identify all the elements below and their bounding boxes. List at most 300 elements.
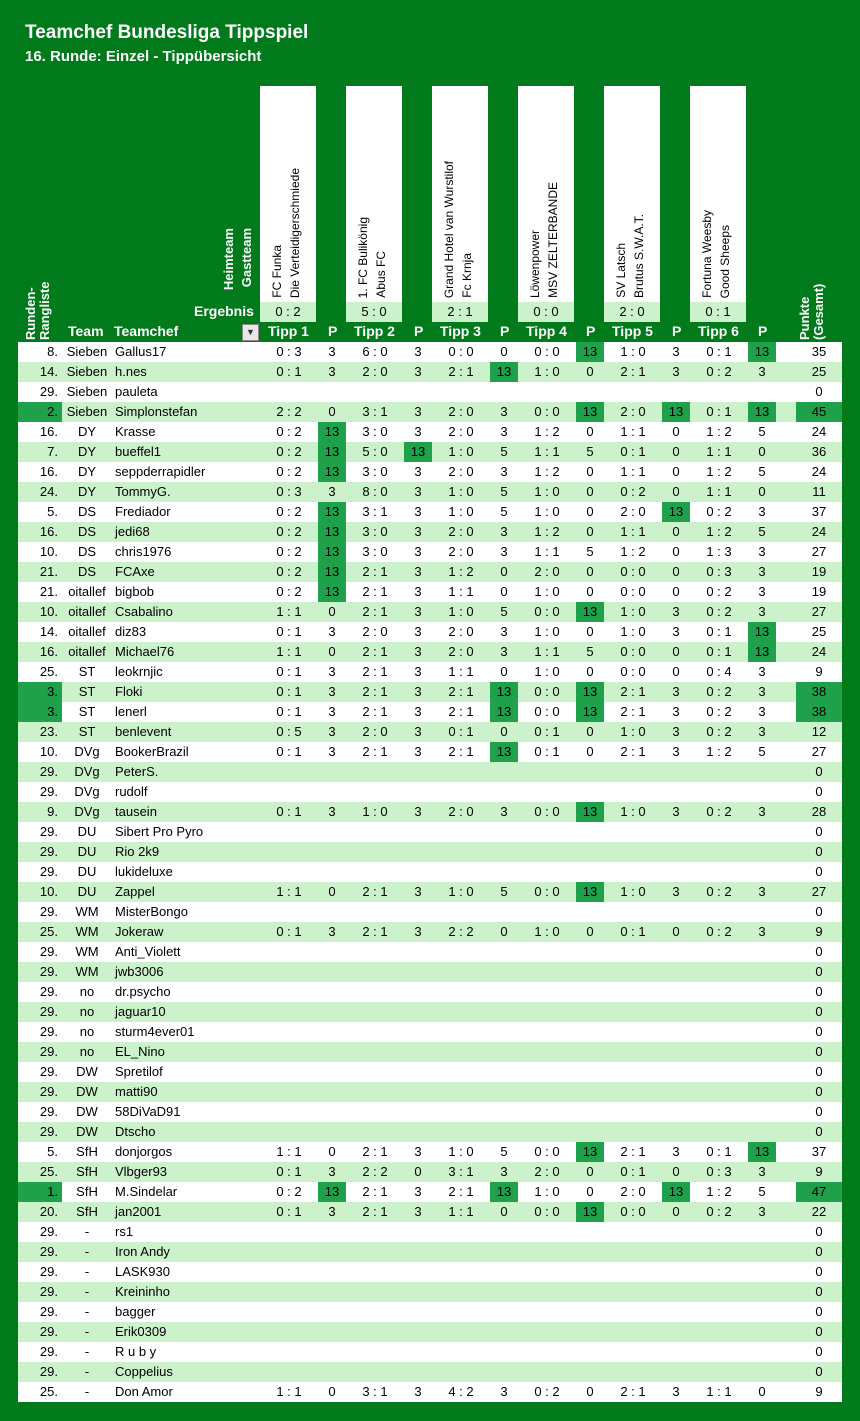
tipp-cell: 0 : 1 <box>260 1162 318 1182</box>
spacer-cell <box>776 1222 796 1242</box>
points-cell <box>748 822 776 842</box>
tipp-cell: 2 : 0 <box>604 502 662 522</box>
tipp-cell <box>604 1002 662 1022</box>
table-row[interactable] <box>0 442 860 462</box>
tipp-cell: 1 : 1 <box>604 522 662 542</box>
table-row[interactable] <box>0 1122 860 1142</box>
teamchef-cell: lukideluxe <box>112 862 260 882</box>
table-row[interactable] <box>0 602 860 622</box>
points-cell <box>318 1082 346 1102</box>
tipp-cell <box>346 1322 404 1342</box>
table-row[interactable] <box>0 562 860 582</box>
points-cell: 3 <box>662 802 690 822</box>
table-row[interactable] <box>0 982 860 1002</box>
points-cell <box>748 1282 776 1302</box>
points-cell <box>662 962 690 982</box>
spacer-cell <box>776 1162 796 1182</box>
spacer-cell <box>776 982 796 1002</box>
tipp-cell: 0 : 5 <box>260 722 318 742</box>
points-cell: 0 <box>576 482 604 502</box>
table-row[interactable] <box>0 702 860 722</box>
spacer-cell <box>776 1142 796 1162</box>
tipp-cell <box>260 902 318 922</box>
total-points-cell: 0 <box>796 1102 842 1122</box>
tipp-cell: 1 : 2 <box>690 1182 748 1202</box>
team-cell: - <box>62 1362 112 1382</box>
table-row[interactable] <box>0 1062 860 1082</box>
team-cell: - <box>62 1262 112 1282</box>
points-cell: 0 <box>662 1202 690 1222</box>
table-row[interactable] <box>0 1302 860 1322</box>
tipp-cell: 3 : 0 <box>346 522 404 542</box>
table-row[interactable] <box>0 342 860 362</box>
points-cell: 3 <box>490 802 518 822</box>
spacer-cell <box>776 662 796 682</box>
spacer-cell <box>776 802 796 822</box>
tipp-cell: 0 : 2 <box>690 682 748 702</box>
points-cell: 0 <box>490 922 518 942</box>
points-cell: 13 <box>318 442 346 462</box>
points-cell <box>662 1082 690 1102</box>
table-row[interactable] <box>0 1342 860 1362</box>
tipp-cell: 0 : 2 <box>690 362 748 382</box>
points-column-header: P <box>414 323 424 339</box>
tipp-cell <box>432 1322 490 1342</box>
tipp-cell: 0 : 1 <box>260 362 318 382</box>
points-cell <box>490 982 518 1002</box>
table-row[interactable] <box>0 622 860 642</box>
total-points-cell: 27 <box>796 742 842 762</box>
spacer-cell <box>776 462 796 482</box>
tipp-cell: 2 : 1 <box>604 1142 662 1162</box>
tipp-cell <box>346 1242 404 1262</box>
table-row[interactable] <box>0 1022 860 1042</box>
spacer-cell <box>776 742 796 762</box>
rank-cell: 29. <box>18 782 62 802</box>
spacer-cell <box>776 962 796 982</box>
tipp-cell <box>690 782 748 802</box>
total-points-cell: 24 <box>796 422 842 442</box>
tipp-cell <box>432 1102 490 1122</box>
tipp-cell <box>432 1342 490 1362</box>
table-row[interactable] <box>0 822 860 842</box>
page-subtitle: 16. Runde: Einzel - Tippübersicht <box>25 48 262 65</box>
tipp-cell <box>518 982 576 1002</box>
tipp-cell: 0 : 1 <box>260 662 318 682</box>
points-cell <box>490 1002 518 1022</box>
tipp-cell: 1 : 1 <box>432 582 490 602</box>
total-points-cell: 0 <box>796 1062 842 1082</box>
table-row[interactable] <box>0 1362 860 1382</box>
table-row[interactable] <box>0 842 860 862</box>
points-cell <box>404 382 432 402</box>
tipp-cell <box>260 1242 318 1262</box>
teamchef-cell: Iron Andy <box>112 1242 260 1262</box>
points-cell <box>490 962 518 982</box>
total-points-cell: 0 <box>796 1242 842 1262</box>
teamchef-cell: Anti_Violett <box>112 942 260 962</box>
total-points-cell: 0 <box>796 1262 842 1282</box>
points-cell: 3 <box>404 682 432 702</box>
table-row[interactable] <box>0 662 860 682</box>
points-cell <box>490 902 518 922</box>
spacer-cell <box>776 502 796 522</box>
table-row[interactable] <box>0 962 860 982</box>
table-row[interactable] <box>0 1382 860 1402</box>
points-cell <box>662 982 690 1002</box>
tipp-cell: 0 : 2 <box>260 422 318 442</box>
tipp-cell: 1 : 1 <box>690 442 748 462</box>
tipp-column-header: Tipp 3 <box>440 323 481 339</box>
team-cell: DY <box>62 482 112 502</box>
points-cell: 3 <box>490 542 518 562</box>
rank-cell: 25. <box>18 1382 62 1402</box>
points-cell <box>662 902 690 922</box>
spacer-cell <box>776 942 796 962</box>
points-cell: 3 <box>490 462 518 482</box>
table-row[interactable] <box>0 1182 860 1202</box>
tipp-cell: 0 : 1 <box>604 1162 662 1182</box>
tipp-cell <box>432 1262 490 1282</box>
points-cell: 3 <box>404 622 432 642</box>
points-cell <box>748 782 776 802</box>
rank-cell: 29. <box>18 1222 62 1242</box>
tipp-cell <box>604 1282 662 1302</box>
total-points-cell: 0 <box>796 842 842 862</box>
tipp-cell: 0 : 2 <box>690 502 748 522</box>
points-cell: 3 <box>404 702 432 722</box>
tipp-cell: 0 : 2 <box>260 462 318 482</box>
teamchef-cell: Csabalino <box>112 602 260 622</box>
tipp-cell: 0 : 1 <box>260 622 318 642</box>
table-row[interactable] <box>0 862 860 882</box>
points-cell: 3 <box>404 502 432 522</box>
tipp-cell: 2 : 1 <box>604 362 662 382</box>
tipp-cell: 2 : 0 <box>432 802 490 822</box>
points-cell <box>318 1062 346 1082</box>
tipp-cell <box>346 1102 404 1122</box>
tipp-cell: 0 : 1 <box>690 622 748 642</box>
total-points-cell: 12 <box>796 722 842 742</box>
team-cell: SfH <box>62 1182 112 1202</box>
spacer-cell <box>776 1122 796 1142</box>
team-cell: WM <box>62 962 112 982</box>
points-cell: 13 <box>404 442 432 462</box>
match-result: 2 : 0 <box>604 302 660 322</box>
match-result: 0 : 0 <box>518 302 574 322</box>
team-cell: DU <box>62 822 112 842</box>
team-cell: DW <box>62 1122 112 1142</box>
total-points-cell: 0 <box>796 962 842 982</box>
total-points-cell: 27 <box>796 882 842 902</box>
points-cell: 3 <box>404 482 432 502</box>
points-cell <box>748 902 776 922</box>
tipp-cell <box>604 382 662 402</box>
team-cell: - <box>62 1342 112 1362</box>
table-row[interactable] <box>0 1322 860 1342</box>
tipp-cell: 2 : 1 <box>604 682 662 702</box>
points-cell: 3 <box>662 742 690 762</box>
rank-cell: 21. <box>18 562 62 582</box>
tipp-cell: 0 : 0 <box>604 562 662 582</box>
team-cell: DU <box>62 882 112 902</box>
team-cell: - <box>62 1282 112 1302</box>
team-cell: SfH <box>62 1162 112 1182</box>
total-points-cell: 0 <box>796 1282 842 1302</box>
team-cell: oitallef <box>62 582 112 602</box>
spacer-cell <box>776 862 796 882</box>
teamchef-cell: Dtscho <box>112 1122 260 1142</box>
teamchef-cell: rudolf <box>112 782 260 802</box>
points-cell <box>318 1342 346 1362</box>
tipp-cell: 2 : 2 <box>260 402 318 422</box>
tipp-cell <box>260 842 318 862</box>
table-row[interactable] <box>0 402 860 422</box>
tipp-cell: 0 : 2 <box>690 602 748 622</box>
points-cell <box>576 1002 604 1022</box>
tipp-cell: 1 : 0 <box>518 1182 576 1202</box>
points-cell <box>490 1342 518 1362</box>
tipp-cell: 1 : 1 <box>518 442 576 462</box>
table-row[interactable] <box>0 1082 860 1102</box>
table-row[interactable] <box>0 1042 860 1062</box>
points-cell <box>404 902 432 922</box>
team-cell: no <box>62 982 112 1002</box>
points-cell <box>490 1122 518 1142</box>
points-column-header: P <box>328 323 338 339</box>
tipp-cell <box>690 1102 748 1122</box>
table-row[interactable] <box>0 1002 860 1022</box>
tipp-cell: 0 : 0 <box>604 642 662 662</box>
points-cell <box>490 782 518 802</box>
tipp-cell <box>604 1042 662 1062</box>
table-row[interactable] <box>0 1162 860 1182</box>
tipp-cell <box>518 1322 576 1342</box>
points-cell: 3 <box>662 342 690 362</box>
points-cell <box>318 822 346 842</box>
tipp-cell <box>604 762 662 782</box>
table-row[interactable] <box>0 362 860 382</box>
points-cell: 3 <box>404 462 432 482</box>
tipp-cell: 0 : 1 <box>260 802 318 822</box>
table-row[interactable] <box>0 522 860 542</box>
points-cell: 3 <box>490 422 518 442</box>
rank-cell: 14. <box>18 362 62 382</box>
rank-cell: 3. <box>18 702 62 722</box>
total-points-cell: 37 <box>796 1142 842 1162</box>
points-cell <box>576 1102 604 1122</box>
tipp-cell <box>346 1262 404 1282</box>
table-row[interactable] <box>0 462 860 482</box>
rank-cell: 16. <box>18 422 62 442</box>
table-row[interactable] <box>0 682 860 702</box>
tipp-cell <box>604 962 662 982</box>
table-row[interactable] <box>0 422 860 442</box>
table-row[interactable] <box>0 942 860 962</box>
tipp-cell: 6 : 0 <box>346 342 404 362</box>
spacer-cell <box>776 582 796 602</box>
tipp-cell: 2 : 1 <box>346 922 404 942</box>
table-row[interactable] <box>0 542 860 562</box>
tipp-cell: 0 : 1 <box>518 742 576 762</box>
tipp-cell: 1 : 0 <box>432 482 490 502</box>
table-row[interactable] <box>0 1242 860 1262</box>
teamchef-column-header: Teamchef <box>114 323 179 339</box>
points-cell: 0 <box>576 1382 604 1402</box>
match-away-team: Brutus S.W.A.T. <box>632 213 646 298</box>
tipp-cell: 0 : 1 <box>518 722 576 742</box>
points-cell: 3 <box>748 562 776 582</box>
rank-cell: 16. <box>18 462 62 482</box>
tipp-cell <box>518 1222 576 1242</box>
filter-dropdown-icon[interactable]: ▼ <box>242 324 259 341</box>
tipp-cell: 1 : 0 <box>604 802 662 822</box>
total-points-cell: 0 <box>796 1022 842 1042</box>
points-cell: 3 <box>490 622 518 642</box>
teamchef-cell: Spretilof <box>112 1062 260 1082</box>
points-cell <box>404 822 432 842</box>
teamchef-cell: dr.psycho <box>112 982 260 1002</box>
table-row[interactable] <box>0 782 860 802</box>
rank-cell: 29. <box>18 1262 62 1282</box>
points-cell: 13 <box>576 602 604 622</box>
table-row[interactable] <box>0 902 860 922</box>
table-row[interactable] <box>0 1142 860 1162</box>
tipp-cell <box>260 1062 318 1082</box>
points-cell <box>404 862 432 882</box>
points-cell <box>576 782 604 802</box>
table-row[interactable] <box>0 802 860 822</box>
points-cell <box>490 842 518 862</box>
points-cell <box>748 1122 776 1142</box>
tipp-cell: 2 : 1 <box>432 1182 490 1202</box>
points-cell: 3 <box>662 362 690 382</box>
points-cell <box>318 1262 346 1282</box>
tipp-cell: 2 : 1 <box>604 702 662 722</box>
points-cell: 13 <box>490 1182 518 1202</box>
points-cell: 3 <box>748 722 776 742</box>
points-cell: 0 <box>662 562 690 582</box>
table-row[interactable] <box>0 1282 860 1302</box>
points-cell: 3 <box>318 362 346 382</box>
points-cell: 3 <box>318 802 346 822</box>
teamchef-cell: bueffel1 <box>112 442 260 462</box>
table-row[interactable] <box>0 502 860 522</box>
table-row[interactable] <box>0 1102 860 1122</box>
teamchef-cell: seppderrapidler <box>112 462 260 482</box>
tipp-cell <box>690 902 748 922</box>
spacer-cell <box>776 362 796 382</box>
tipp-cell: 1 : 2 <box>690 422 748 442</box>
tipp-cell <box>690 822 748 842</box>
points-cell: 3 <box>748 682 776 702</box>
tipp-cell: 1 : 1 <box>260 1382 318 1402</box>
total-points-cell: 0 <box>796 822 842 842</box>
table-row[interactable] <box>0 742 860 762</box>
table-row[interactable] <box>0 582 860 602</box>
points-cell: 3 <box>404 522 432 542</box>
tipp-cell: 0 : 2 <box>260 442 318 462</box>
tipp-cell: 1 : 1 <box>260 602 318 622</box>
points-cell: 3 <box>748 802 776 822</box>
points-cell <box>490 822 518 842</box>
tipp-cell: 1 : 1 <box>518 642 576 662</box>
table-row[interactable] <box>0 922 860 942</box>
spacer-cell <box>776 442 796 462</box>
table-row[interactable] <box>0 722 860 742</box>
team-cell: DW <box>62 1082 112 1102</box>
points-cell <box>490 1282 518 1302</box>
tipp-cell: 3 : 1 <box>346 1382 404 1402</box>
tipp-cell: 0 : 0 <box>518 1142 576 1162</box>
points-cell: 3 <box>404 1142 432 1162</box>
points-cell <box>662 1242 690 1262</box>
tipp-cell: 2 : 1 <box>346 662 404 682</box>
table-row[interactable] <box>0 1222 860 1242</box>
points-cell: 0 <box>490 562 518 582</box>
points-cell <box>404 1102 432 1122</box>
points-cell <box>662 1362 690 1382</box>
points-cell: 0 <box>490 342 518 362</box>
tipp-cell <box>690 1262 748 1282</box>
team-cell: DW <box>62 1102 112 1122</box>
table-row[interactable] <box>0 1202 860 1222</box>
tipp-cell <box>518 1122 576 1142</box>
match-result: 2 : 1 <box>432 302 488 322</box>
teamchef-cell: Kreininho <box>112 1282 260 1302</box>
tipp-cell: 1 : 0 <box>518 362 576 382</box>
spacer-cell <box>776 1242 796 1262</box>
points-cell: 5 <box>748 1182 776 1202</box>
tipp-cell <box>518 862 576 882</box>
spacer-cell <box>776 1342 796 1362</box>
tipp-cell <box>260 1282 318 1302</box>
points-cell: 3 <box>404 542 432 562</box>
tipp-cell: 1 : 0 <box>518 622 576 642</box>
tipp-cell: 2 : 1 <box>432 682 490 702</box>
tipp-cell: 0 : 2 <box>260 522 318 542</box>
points-cell <box>576 902 604 922</box>
match-result: 5 : 0 <box>346 302 402 322</box>
rank-cell: 29. <box>18 1122 62 1142</box>
points-cell: 0 <box>662 642 690 662</box>
points-cell <box>748 1362 776 1382</box>
total-points-cell: 0 <box>796 1322 842 1342</box>
team-cell: DS <box>62 542 112 562</box>
tipp-cell <box>260 762 318 782</box>
points-cell: 0 <box>662 422 690 442</box>
tipp-cell <box>690 1002 748 1022</box>
tipp-cell: 1 : 0 <box>604 882 662 902</box>
spacer-cell <box>776 642 796 662</box>
table-row[interactable] <box>0 382 860 402</box>
table-row[interactable] <box>0 882 860 902</box>
table-row[interactable] <box>0 762 860 782</box>
points-cell <box>662 842 690 862</box>
rank-cell: 29. <box>18 862 62 882</box>
points-cell <box>662 1122 690 1142</box>
total-points-cell: 45 <box>796 402 842 422</box>
tipp-cell <box>260 962 318 982</box>
spacer-cell <box>776 702 796 722</box>
table-row[interactable] <box>0 642 860 662</box>
table-row[interactable] <box>0 1262 860 1282</box>
table-row[interactable] <box>0 482 860 502</box>
points-cell: 3 <box>318 922 346 942</box>
points-cell <box>490 1242 518 1262</box>
tipp-cell <box>260 382 318 402</box>
total-points-cell: 9 <box>796 922 842 942</box>
